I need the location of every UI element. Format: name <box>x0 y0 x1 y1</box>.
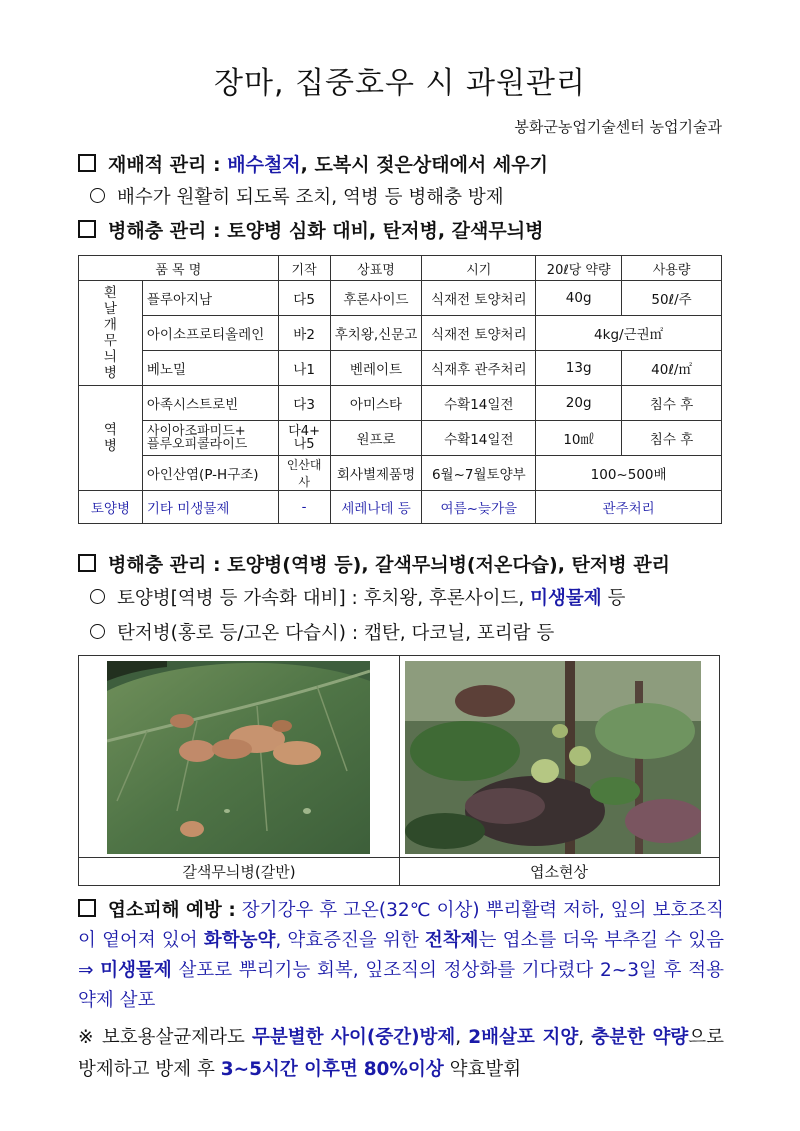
checkbox-square-icon <box>78 554 96 572</box>
category-cell: 흰날개무늬병 <box>79 281 143 386</box>
section-cultivation: 재배적 관리 : 배수철저, 도복시 젖은상태에서 세우기 <box>78 150 548 177</box>
section-leaf-scorch-prevention: 엽소피해 예방 : 장기강우 후 고온(32℃ 이상) 뿌리활력 저하, 잎의 보호조직이 옅어져 있어 화학농약, 약효증진을 위한 전착제는 엽소를 더욱 부추길 수 있음 ⇒ 미생물제 살포로 뿌리기능 회복, 잎조직의 정상화를 기다렸다 2~3일 후 적용약제 살포 <box>78 900 725 1011</box>
pesticide-table <box>78 255 722 524</box>
bullet-anthracnose: 탄저병(홍로 등/고온 다습시) : 캡탄, 다코닐, 포리람 등 <box>90 619 554 645</box>
photo-caption-leaf-scorch: 엽소현상 <box>530 863 588 881</box>
category-cell: 역병 <box>79 386 143 491</box>
organization: 봉화군농업기술센터 농업기술과 <box>514 118 722 136</box>
leaf-scorch-photo <box>405 661 701 854</box>
table-row: 역병 아족시스트로빈 다3 아미스타 수확14일전 20g 침수 후 <box>79 386 722 421</box>
table-header-row: 품 목 명 기작 상표명 시기 20ℓ당 약량 사용량 <box>79 256 722 281</box>
photo-panel <box>78 655 720 886</box>
bullet-drainage: 배수가 원활히 되도록 조치, 역병 등 병해충 방제 <box>90 183 504 209</box>
brown-spot-leaf-photo <box>107 661 370 854</box>
photo-caption-brown-spot: 갈색무늬병(갈반) <box>182 863 296 881</box>
checkbox-square-icon <box>78 220 96 238</box>
circle-bullet-icon <box>90 188 105 203</box>
circle-bullet-icon <box>90 589 105 604</box>
bullet-soil-disease: 토양병[역병 등 가속화 대비] : 후치왕, 후론사이드, 미생물제 등 <box>90 584 625 610</box>
circle-bullet-icon <box>90 624 105 639</box>
table-row: 베노밀 나1 벤레이트 식재후 관주처리 13g 40ℓ/㎡ <box>79 351 722 386</box>
note-paragraph: ※ 보호용살균제라도 무분별한 사이(중간)방제, 2배살포 지양, 충분한 약량으로 방제하고 방제 후 3~5시간 이후면 80%이상 약효발휘 <box>78 1027 725 1080</box>
checkbox-square-icon <box>78 154 96 172</box>
section-pest: 병해충 관리 : 토양병 심화 대비, 탄저병, 갈색무늬병 <box>78 216 543 243</box>
table-row: 사이아조파미드+ 플루오피콜라이드 다4+ 나5 원프로 수확14일전 10㎖ 침수 후 <box>79 421 722 456</box>
table-row: 흰날개무늬병 플루아지남 다5 후론사이드 식재전 토양처리 40g 50ℓ/주 <box>79 281 722 316</box>
section-pest-management: 병해충 관리 : 토양병(역병 등), 갈색무늬병(저온다습), 탄저병 관리 <box>78 550 670 577</box>
checkbox-square-icon <box>78 899 96 917</box>
table-row: 아인산염(P-H구조) 인산대사 회사별제품명 6월~7월토양부 100~500배 <box>79 456 722 491</box>
table-row: 아이소프로티올레인 바2 후치왕,신문고 식재전 토양처리 4kg/근권㎡ <box>79 316 722 351</box>
page-title: 장마, 집중호우 시 과원관리 <box>214 66 586 101</box>
table-row: 토양병 기타 미생물제 - 세레나데 등 여름~늦가을 관주처리 <box>79 491 722 524</box>
